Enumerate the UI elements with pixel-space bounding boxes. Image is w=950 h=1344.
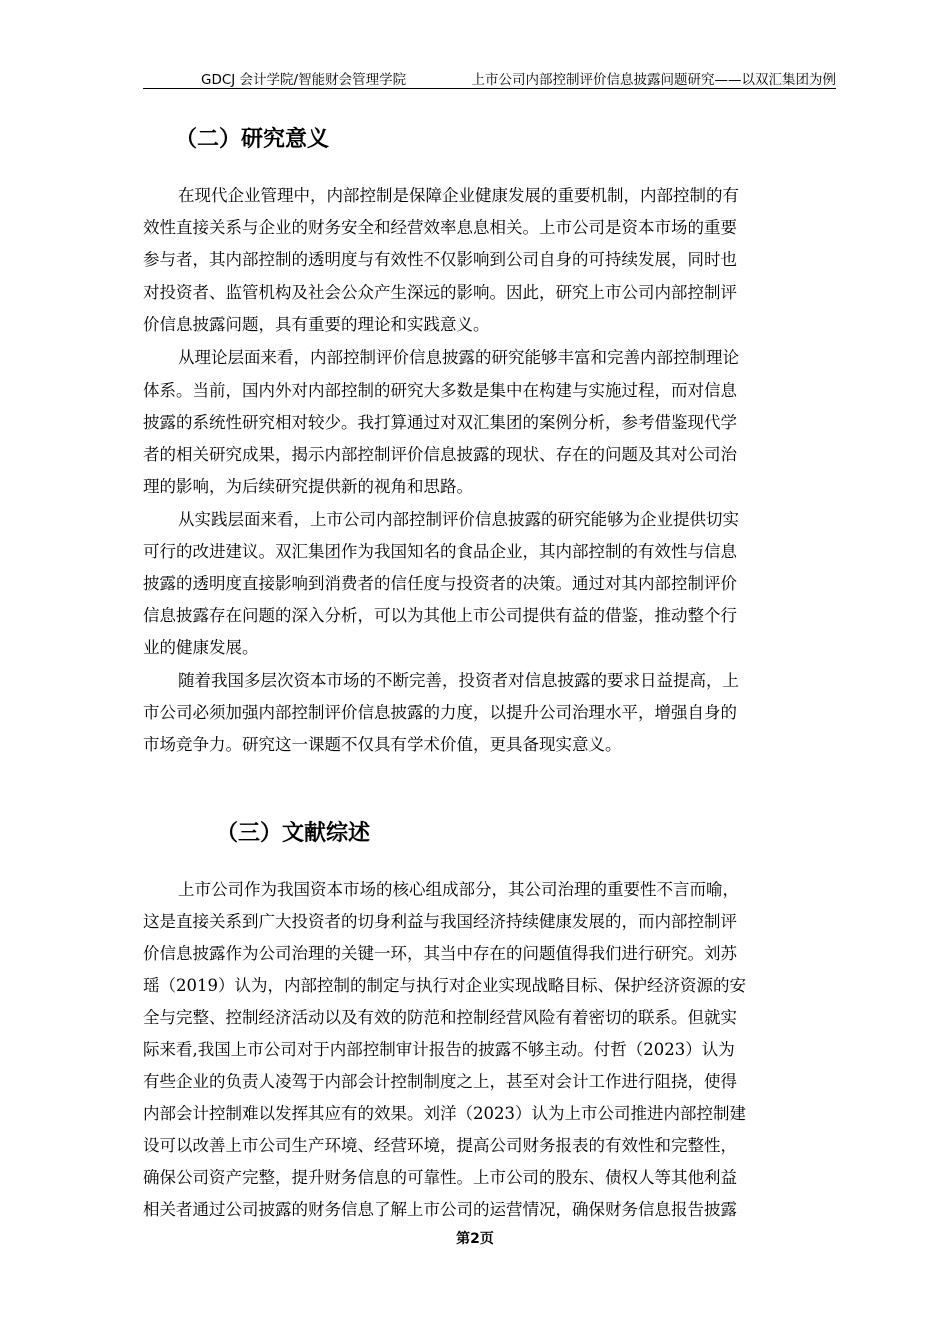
- text-line: 价信息披露作为公司治理的关键一环，其当中存在的问题值得我们进行研究。刘苏: [143, 944, 737, 963]
- text-line: 市场竞争力。研究这一课题不仅具有学术价值，更具备现实意义。: [143, 735, 622, 754]
- text-line: 市公司必须加强内部控制评价信息披露的力度，以提升公司治理水平，增强自身的: [143, 703, 737, 722]
- text-line: 从理论层面来看，内部控制评价信息披露的研究能够丰富和完善内部控制理论: [178, 348, 739, 367]
- text-line: 瑶（2019）认为，内部控制的制定与执行对企业实现战略目标、保护经济资源的安: [143, 976, 746, 995]
- text-line: 全与完整、控制经济活动以及有效的防范和控制经营风险有着密切的联系。但就实: [143, 1008, 737, 1027]
- header-institution: GDCJ 会计学院/智能财会管理学院: [201, 72, 407, 88]
- section-heading-research-significance: （二）研究意义: [175, 127, 330, 152]
- text-line: 者的相关研究成果，揭示内部控制评价信息披露的现状、存在的问题及其对公司治: [143, 445, 737, 464]
- text-line: 在现代企业管理中，内部控制是保障企业健康发展的重要机制，内部控制的有: [178, 186, 739, 205]
- text-line: 有些企业的负责人凌驾于内部会计控制制度之上，甚至对会计工作进行阻挠，使得: [143, 1072, 737, 1091]
- section-heading-literature-review: （三）文献综述: [216, 821, 371, 846]
- text-line: 体系。当前，国内外对内部控制的研究大多数是集中在构建与实施过程，而对信息: [143, 381, 737, 400]
- text-line: 随着我国多层次资本市场的不断完善，投资者对信息披露的要求日益提高，上: [178, 671, 739, 690]
- text-line: 内部会计控制难以发挥其应有的效果。刘洋（2023）认为上市公司推进内部控制建: [143, 1104, 746, 1123]
- text-line: 信息披露存在问题的深入分析，可以为其他上市公司提供有益的借鉴，推动整个行: [143, 606, 737, 625]
- text-line: 参与者，其内部控制的透明度与有效性不仅影响到公司自身的可持续发展，同时也: [143, 250, 737, 269]
- text-line: 价信息披露问题，具有重要的理论和实践意义。: [143, 315, 490, 334]
- text-line: 对投资者、监管机构及社会公众产生深远的影响。因此，研究上市公司内部控制评: [143, 283, 737, 302]
- text-line: 业的健康发展。: [143, 638, 259, 657]
- text-line: 可行的改进建议。双汇集团作为我国知名的食品企业，其内部控制的有效性与信息: [143, 542, 737, 561]
- text-line: 披露的系统性研究相对较少。我打算通过对双汇集团的案例分析，参考借鉴现代学: [143, 413, 737, 432]
- text-line: 际来看,我国上市公司对于内部控制审计报告的披露不够主动。付哲（2023）认为: [143, 1040, 735, 1059]
- text-line: 设可以改善上市公司生产环境、经营环境，提高公司财务报表的有效性和完整性，: [143, 1136, 737, 1155]
- page-number: 第2页: [456, 1231, 494, 1247]
- text-line: 上市公司作为我国资本市场的核心组成部分，其公司治理的重要性不言而喻，: [178, 880, 739, 899]
- text-line: 相关者通过公司披露的财务信息了解上市公司的运营情况，确保财务信息报告披露: [143, 1200, 737, 1219]
- running-header: [143, 66, 836, 89]
- text-line: 效性直接关系与企业的财务安全和经营效率息息相关。上市公司是资本市场的重要: [143, 218, 737, 237]
- text-line: 理的影响，为后续研究提供新的视角和思路。: [143, 477, 473, 496]
- text-line: 这是直接关系到广大投资者的切身利益与我国经济持续健康发展的，而内部控制评: [143, 912, 737, 931]
- header-thesis-title: 上市公司内部控制评价信息披露问题研究——以双汇集团为例: [471, 72, 836, 88]
- text-line: 披露的透明度直接影响到消费者的信任度与投资者的决策。通过对其内部控制评价: [143, 574, 737, 593]
- text-line: 确保公司资产完整，提升财务信息的可靠性。上市公司的股东、债权人等其他利益: [143, 1168, 737, 1187]
- text-line: 从实践层面来看，上市公司内部控制评价信息披露的研究能够为企业提供切实: [178, 510, 739, 529]
